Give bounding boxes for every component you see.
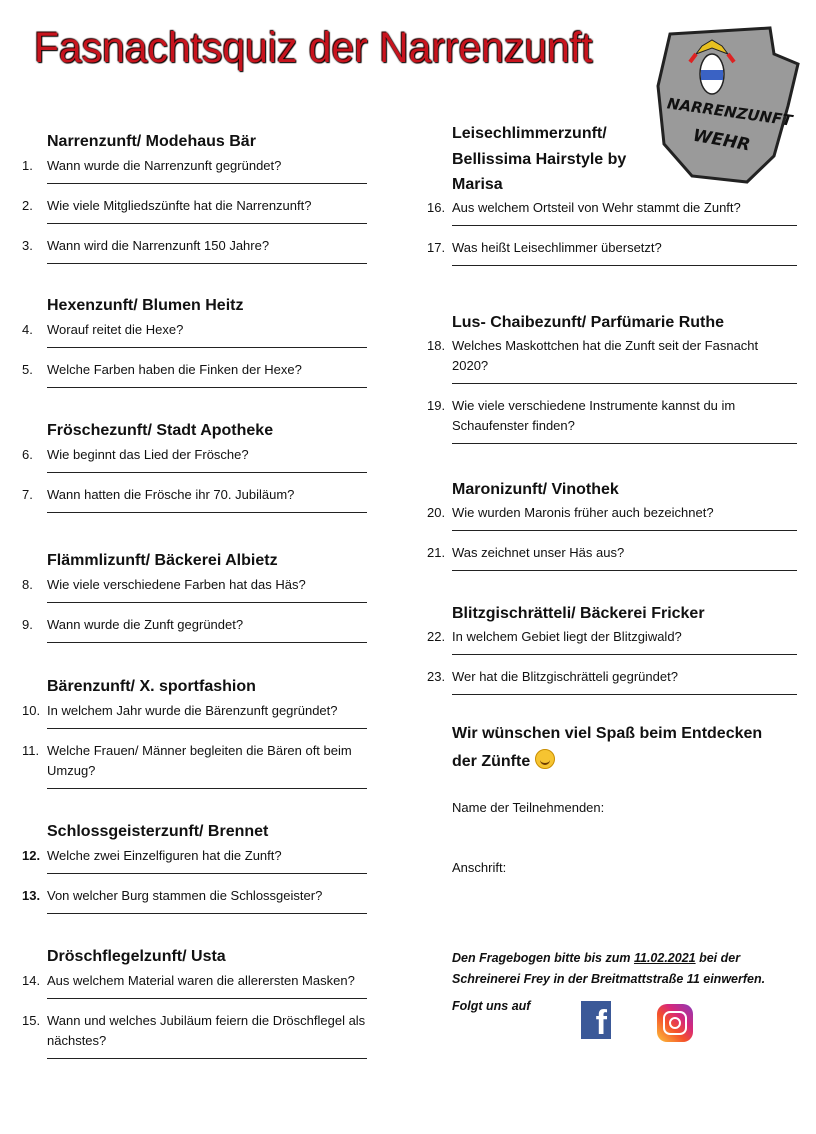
answer-line[interactable] [47,380,367,388]
answer-line[interactable] [47,505,367,513]
page-title: Fasnachtsquiz der Narrenzunft [34,24,593,72]
quiz-section [22,673,367,818]
left-column [22,128,367,1134]
section-heading: Hexenzunft/ Blumen Heitz [47,297,244,314]
question-number: 6. [22,447,33,462]
question-number: 12. [22,848,41,863]
question [22,741,367,781]
question-number: 14. [22,973,41,988]
submission-notice [452,948,797,990]
quiz-section [22,943,367,1134]
question-text: Worauf reitet die Hexe? [47,322,184,337]
question-text: In welchem Jahr wurde die Bärenzunft gegründet? [47,703,338,718]
question-text: In welchem Gebiet liegt der Blitzgiwald? [452,628,682,644]
quiz-section [22,128,367,292]
answer-line[interactable] [452,563,797,571]
answer-line[interactable] [47,256,367,264]
question-number: 5. [22,362,33,377]
question-text: Wann wird die Narrenzunft 150 Jahre? [47,238,270,253]
quiz-section [427,477,797,601]
question [22,575,367,595]
question-text: Aus welchem Ortsteil von Wehr stammt die Zunft? [452,199,741,215]
question [427,627,797,647]
quiz-section [427,601,797,720]
question-number: 8. [22,577,33,592]
answer-line[interactable] [47,465,367,473]
answer-line[interactable] [47,721,367,729]
question-text: Wie viele Mitgliedszünfte hat die Narrenzunft? [47,198,312,213]
section-heading: Blitzgischrätteli/ Bäckerei Fricker [452,605,705,622]
question-text: Wie beginnt das Lied der Frösche? [47,447,249,462]
question-text: Wann und welches Jubiläum feiern die Dröschflegel als nächstes? [47,1013,366,1048]
question [22,1011,367,1051]
closing-message [452,720,782,776]
question [22,485,367,505]
section-heading: Narrenzunft/ Modehaus Bär [47,133,256,150]
question-number: 23. [427,668,446,684]
section-heading: Leisechlimmerzunft/ Bellissima Hairstyle by Marisa [452,125,627,193]
section-heading: Maronizunft/ Vinothek [452,481,619,498]
question-number: 9. [22,617,33,632]
question-number: 15. [22,1013,41,1028]
quiz-section [427,121,797,310]
question [427,667,797,687]
section-heading: Fröschezunft/ Stadt Apotheke [47,422,274,439]
quiz-section [22,417,367,547]
question [22,701,367,721]
question-number: 2. [22,198,33,213]
question-text: Wann hatten die Frösche ihr 70. Jubiläum? [47,487,295,502]
question [427,198,797,218]
quiz-section [22,818,367,943]
answer-line[interactable] [452,218,797,226]
answer-line[interactable] [452,523,797,531]
answer-line[interactable] [47,340,367,348]
question-number: 3. [22,238,33,253]
follow-us-label: Folgt uns auf [452,999,531,1013]
question-text: Welche Frauen/ Männer begleiten die Bären oft beim Umzug? [47,743,352,778]
answer-line[interactable] [47,906,367,914]
question [22,971,367,991]
answer-line[interactable] [47,866,367,874]
question-number: 16. [427,199,446,215]
question-text: Aus welchem Material waren die allerersten Masken? [47,973,355,988]
question-number: 1. [22,158,33,173]
question-number: 7. [22,487,33,502]
participant-name-label: Name der Teilnehmenden: [452,800,605,815]
svg-text:NARRENZUNFT: NARRENZUNFT [665,94,794,130]
answer-line[interactable] [47,1051,367,1059]
question [427,503,797,523]
question-number: 4. [22,322,33,337]
question-text: Wann wurde die Zunft gegründet? [47,617,244,632]
question-number: 21. [427,544,446,560]
question-text: Was heißt Leisechlimmer übersetzt? [452,239,662,255]
deadline-date: 11.02.2021 [633,951,696,965]
answer-line[interactable] [452,647,797,655]
question-number: 18. [427,337,446,353]
question-text: Wie viele verschiedene Instrumente kannst du im Schaufenster finden? [452,397,736,433]
section-heading: Lus- Chaibezunft/ Parfümarie Ruthe [452,314,725,331]
question-text: Wie wurden Maronis früher auch bezeichnet? [452,504,714,520]
section-heading: Schlossgeisterzunft/ Brennet [47,823,269,840]
question [22,846,367,866]
facebook-icon[interactable]: f [581,1001,611,1039]
question [22,445,367,465]
question [22,156,367,176]
answer-line[interactable] [452,258,797,266]
answer-line[interactable] [452,687,797,695]
question-text: Welche Farben haben die Finken der Hexe? [47,362,302,377]
notice-text-after: bei der Schreinerei Frey in der Breitmattstraße 11 einwerfen. [452,951,766,986]
section-heading: Flämmlizunft/ Bäckerei Albietz [47,552,278,569]
question-text: Wie viele verschiedene Farben hat das Häs? [47,577,306,592]
answer-line[interactable] [452,376,797,384]
question-text: Was zeichnet unser Häs aus? [452,544,625,560]
section-heading: Bärenzunft/ X. sportfashion [47,678,256,695]
question [22,886,367,906]
answer-line[interactable] [47,216,367,224]
question-text: Wer hat die Blitzgischrätteli gegründet? [452,668,678,684]
right-column [427,121,797,1044]
question [22,615,367,635]
question [22,360,367,380]
question [427,543,797,563]
answer-line[interactable] [47,176,367,184]
notice-text: Den Fragebogen bitte bis zum [452,951,634,965]
answer-line[interactable] [47,595,367,603]
question [22,320,367,340]
answer-line[interactable] [47,781,367,789]
question [22,236,367,256]
question-text: Von welcher Burg stammen die Schlossgeister? [47,888,323,903]
question-text: Wann wurde die Narrenzunft gegründet? [47,158,282,173]
answer-line[interactable] [47,635,367,643]
question-number: 19. [427,397,446,413]
question-number: 22. [427,628,446,644]
instagram-icon[interactable] [657,1004,693,1042]
answer-line[interactable] [47,991,367,999]
question [427,336,797,376]
question-number: 13. [22,888,41,903]
question-text: Welches Maskottchen hat die Zunft seit der Fasnacht 2020? [452,337,759,373]
question-number: 17. [427,239,446,255]
closing-heading: Wir wünschen viel Spaß beim Entdecken der Zünfte [452,725,763,770]
quiz-section [22,547,367,673]
quiz-section [22,292,367,417]
closing-block [427,720,797,1044]
section-heading: Dröschflegelzunft/ Usta [47,948,226,965]
question-number: 11. [22,743,40,758]
quiz-section [427,310,797,477]
question-text: Welche zwei Einzelfiguren hat die Zunft? [47,848,282,863]
social-row [452,998,797,1044]
answer-line[interactable] [452,436,797,444]
address-label: Anschrift: [452,860,507,875]
question-number: 20. [427,504,446,520]
svg-text:WEHR: WEHR [691,125,752,156]
question [22,196,367,216]
question-number: 10. [22,703,41,718]
question [427,396,797,436]
smiling-face-icon [535,749,555,769]
question [427,238,797,258]
